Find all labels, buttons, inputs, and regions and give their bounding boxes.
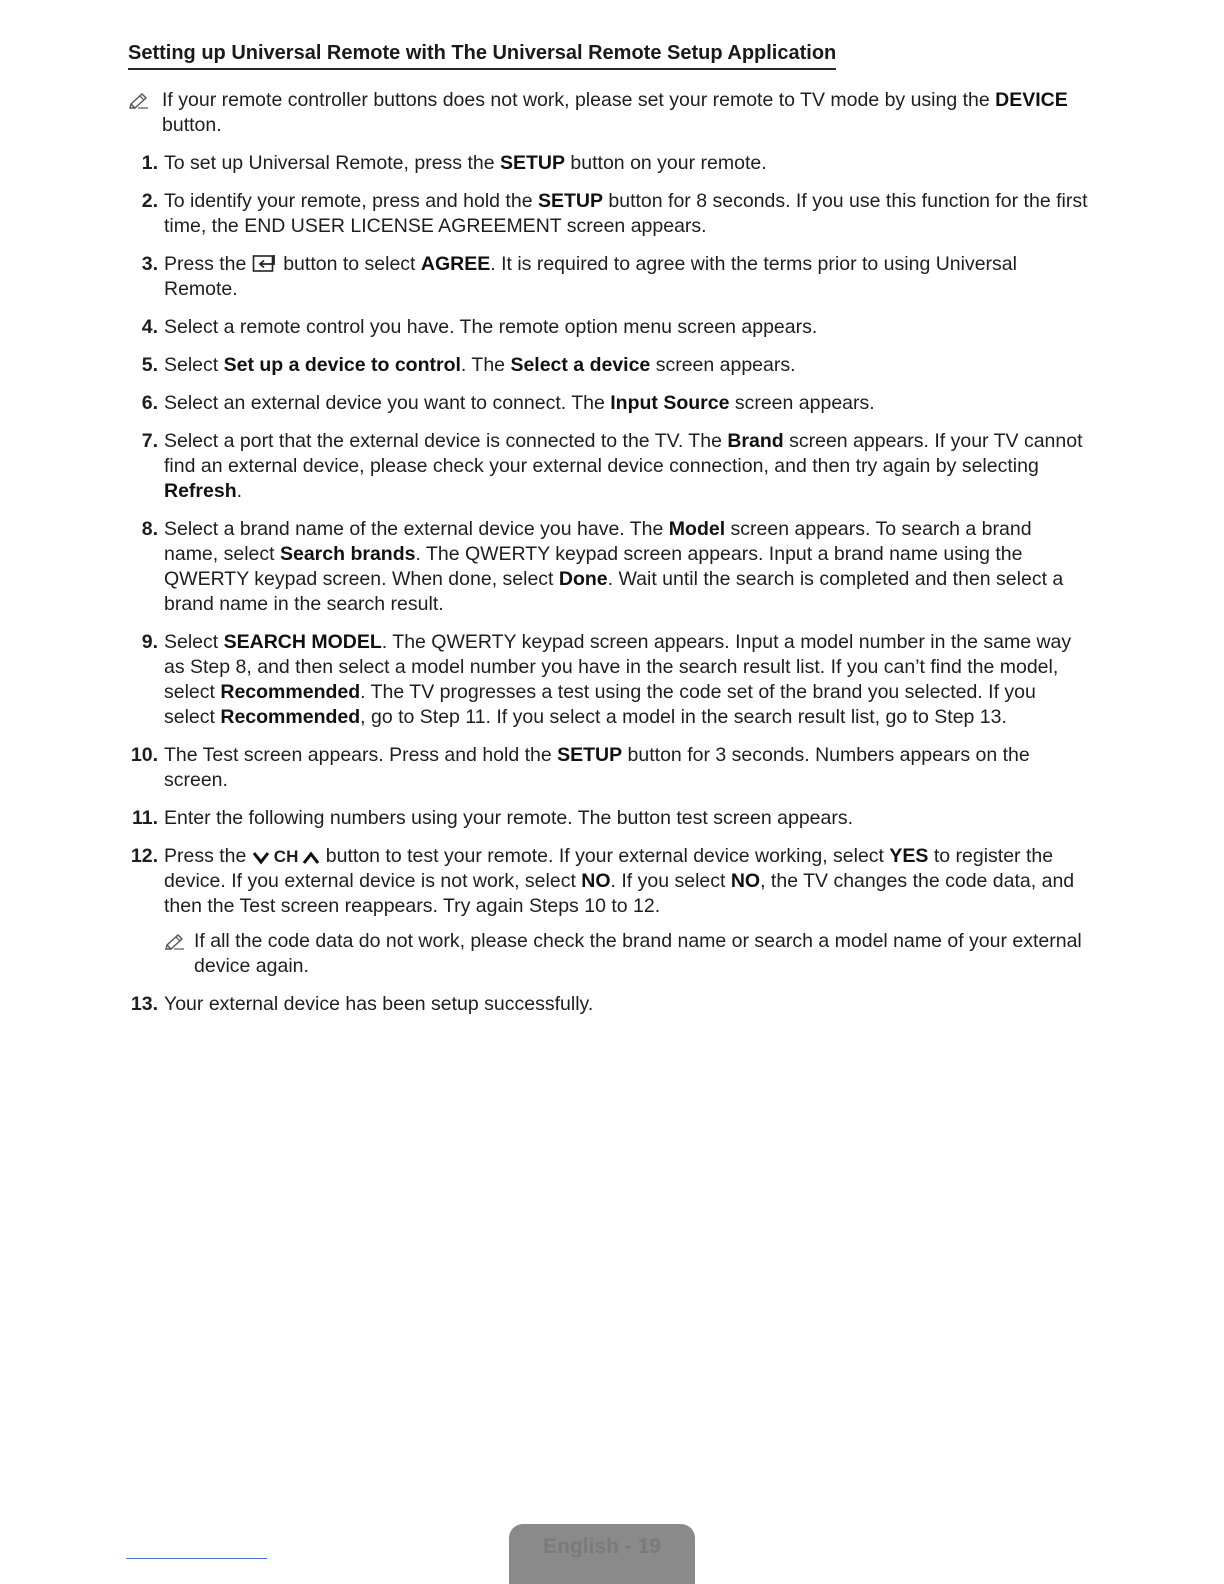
step-text: Enter the following numbers using your remote. The button test screen appears. <box>164 807 854 829</box>
step-text: screen appears. To search a brand name, select <box>164 518 1032 565</box>
step-2 <box>128 189 1088 239</box>
note-text: If your remote controller buttons does not work, please set your remote to TV mode by using the <box>162 89 996 111</box>
step-text: , the TV changes the code data, and then the Test screen reappears. Try again Steps 10 to 12. <box>164 870 1075 917</box>
step-bold: Done <box>558 568 608 590</box>
footer-rule <box>126 1558 267 1559</box>
step-number: 5. <box>141 354 158 376</box>
step-text: . The TV progresses a test using the code set of the brand you selected. If you select <box>164 681 1036 728</box>
step-1 <box>128 151 1088 176</box>
step-text: Select <box>164 631 224 653</box>
step-5 <box>128 353 1088 378</box>
step-text: , go to Step 11. If you select a model in the search result list, go to Step 13. <box>360 706 1007 728</box>
step-number: 8. <box>141 518 158 540</box>
intro-note <box>128 88 1088 138</box>
step-text: Your external device has been setup successfully. <box>164 993 594 1015</box>
pencil-note-icon <box>128 91 150 109</box>
step-7 <box>128 429 1088 504</box>
step-text: screen appears. If your TV cannot find an external device, please check your external device connection, and then try again by selecting <box>164 430 1083 477</box>
pencil-note-icon <box>164 932 186 950</box>
step-number: 1. <box>141 152 158 174</box>
step-number: 12. <box>130 845 158 867</box>
step-text: . The QWERTY keypad screen appears. Input a model number in the same way as Step 8, and then select a model number you have in the search result list. If you can’t find the model, select <box>164 631 1072 703</box>
step-bold: AGREE <box>420 253 491 275</box>
step-number: 4. <box>141 316 158 338</box>
chevron-up-icon <box>302 851 320 865</box>
note-text: If all the code data do not work, please check the brand name or search a model name of your external device again. <box>194 930 1082 977</box>
step-bold: YES <box>889 845 929 867</box>
steps-list <box>128 151 1088 1017</box>
step-10 <box>128 743 1088 793</box>
step-text: to register the device. If you external device is not work, select <box>164 845 1054 892</box>
page-number-badge: English - 19 <box>509 1524 695 1584</box>
step-text: button to test your remote. If your external device working, select <box>320 845 890 867</box>
step-text: button for 3 seconds. Numbers appears on the screen. <box>164 744 1030 791</box>
step-text: screen appears. <box>650 354 796 376</box>
step-number: 3. <box>141 253 158 275</box>
step-text: . <box>236 480 243 502</box>
channel-label: CH <box>273 847 299 866</box>
step-text: screen appears. <box>729 392 875 414</box>
step-text: Press the <box>164 845 252 867</box>
step-text: . The <box>460 354 511 376</box>
step-text: . It is required to agree with the terms prior to using Universal Remote. <box>164 253 1017 300</box>
step-3 <box>128 252 1088 302</box>
step-text: Select <box>164 354 224 376</box>
step-8 <box>128 517 1088 617</box>
step-text: . If you select <box>610 870 731 892</box>
step-12 <box>128 844 1088 979</box>
step-bold: Model <box>668 518 726 540</box>
step-bold: Recommended <box>220 706 361 728</box>
step-text: . The QWERTY keypad screen appears. Input a brand name using the QWERTY keypad screen. When done, select <box>164 543 1023 590</box>
step-bold: Brand <box>727 430 784 452</box>
step-number: 7. <box>141 430 158 452</box>
step-bold: Input Source <box>610 392 730 414</box>
step-bold: Set up a device to control <box>223 354 461 376</box>
step-12-note <box>164 929 1088 979</box>
step-text: button to select <box>277 253 421 275</box>
step-bold: Refresh <box>164 480 237 502</box>
step-text: button on your remote. <box>565 152 767 174</box>
step-text: Select a port that the external device is connected to the TV. The <box>164 430 728 452</box>
step-text: . Wait until the search is completed and then select a brand name in the search result. <box>164 568 1064 615</box>
note-bold-device: DEVICE <box>995 89 1068 111</box>
step-9 <box>128 630 1088 730</box>
step-text: Select a brand name of the external device you have. The <box>164 518 669 540</box>
step-text: Press the <box>164 253 252 275</box>
step-text: Select an external device you want to connect. The <box>164 392 611 414</box>
step-bold: Search brands <box>279 543 416 565</box>
step-text: To set up Universal Remote, press the <box>164 152 500 174</box>
step-bold: SETUP <box>557 744 623 766</box>
step-bold: SETUP <box>500 152 566 174</box>
chevron-down-icon <box>252 851 270 865</box>
step-number: 6. <box>141 392 158 414</box>
step-text: The Test screen appears. Press and hold the <box>164 744 558 766</box>
step-number: 2. <box>141 190 158 212</box>
enter-button-icon <box>252 253 278 273</box>
step-13 <box>128 992 1088 1017</box>
step-bold: NO <box>581 870 611 892</box>
manual-page <box>128 40 1088 1030</box>
step-bold: Recommended <box>220 681 361 703</box>
step-4 <box>128 315 1088 340</box>
step-bold: Select a device <box>510 354 651 376</box>
step-number: 11. <box>131 807 158 829</box>
step-6 <box>128 391 1088 416</box>
step-text: Select a remote control you have. The remote option menu screen appears. <box>164 316 818 338</box>
step-number: 9. <box>141 631 158 653</box>
step-number: 13. <box>130 993 158 1015</box>
section-heading: Setting up Universal Remote with The Universal Remote Setup Application <box>128 40 836 70</box>
step-text: button for 8 seconds. If you use this function for the first time, the END USER LICENSE AGREEMENT screen appears. <box>164 190 1088 237</box>
step-bold: NO <box>730 870 761 892</box>
step-number: 10. <box>130 744 158 766</box>
step-11 <box>128 806 1088 831</box>
step-bold: SEARCH MODEL <box>223 631 382 653</box>
step-bold: SETUP <box>537 190 603 212</box>
note-text: button. <box>162 114 222 136</box>
step-text: To identify your remote, press and hold the <box>164 190 538 212</box>
